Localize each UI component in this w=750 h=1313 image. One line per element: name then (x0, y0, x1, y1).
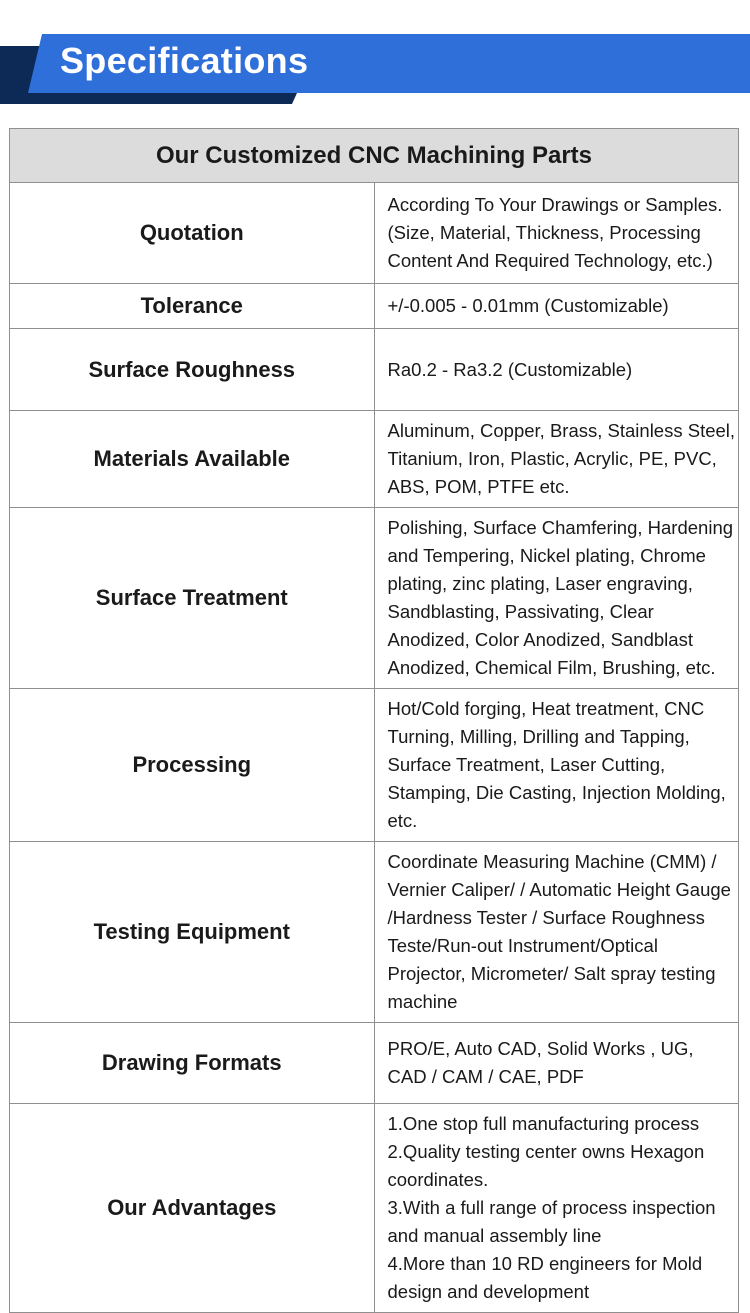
table-row (10, 183, 739, 284)
row-label: Our Advantages (10, 1104, 375, 1313)
table-row (10, 284, 739, 329)
table-row (10, 1104, 739, 1313)
table-row (10, 842, 739, 1023)
specifications-banner (0, 0, 750, 104)
row-label: Processing (10, 689, 375, 842)
row-label: Testing Equipment (10, 842, 375, 1023)
row-value: Coordinate Measuring Machine (CMM) / Vernier Caliper/ / Automatic Height Gauge /Hardness Tester / Surface Roughness Teste/Run-out Instrument/Optical Projector, Micrometer/ Salt spray testing machine (374, 842, 739, 1023)
table-row (10, 689, 739, 842)
row-value: PRO/E, Auto CAD, Solid Works , UG, CAD / CAM / CAE, PDF (374, 1023, 739, 1104)
row-value: +/-0.005 - 0.01mm (Customizable) (374, 284, 739, 329)
table-row (10, 508, 739, 689)
table-row (10, 329, 739, 411)
row-label: Drawing Formats (10, 1023, 375, 1104)
table-row (10, 1023, 739, 1104)
table-header-row (10, 129, 739, 183)
row-label: Materials Available (10, 411, 375, 508)
row-value: Ra0.2 - Ra3.2 (Customizable) (374, 329, 739, 411)
row-value: Aluminum, Copper, Brass, Stainless Steel, Titanium, Iron, Plastic, Acrylic, PE, PVC, ABS, POM, PTFE etc. (374, 411, 739, 508)
row-label: Surface Treatment (10, 508, 375, 689)
page-title: Specifications (60, 40, 309, 81)
spec-table (9, 128, 739, 1313)
row-value: 1.One stop full manufacturing process 2.Quality testing center owns Hexagon coordinates. 3.With a full range of process inspection and manual assembly line 4.More than 10 RD engineers for Mold design and development (374, 1104, 739, 1313)
row-label: Tolerance (10, 284, 375, 329)
row-label: Quotation (10, 183, 375, 284)
row-value: Hot/Cold forging, Heat treatment, CNC Turning, Milling, Drilling and Tapping, Surface Treatment, Laser Cutting, Stamping, Die Casting, Injection Molding, etc. (374, 689, 739, 842)
row-label: Surface Roughness (10, 329, 375, 411)
row-value: Polishing, Surface Chamfering, Hardening and Tempering, Nickel plating, Chrome plating, zinc plating, Laser engraving, Sandblasting, Passivating, Clear Anodized, Color Anodized, Sandblast Anodized, Chemical Film, Brushing, etc. (374, 508, 739, 689)
row-value: According To Your Drawings or Samples. (Size, Material, Thickness, Processing Content And Required Technology, etc.) (374, 183, 739, 284)
table-row (10, 411, 739, 508)
table-header: Our Customized CNC Machining Parts (10, 129, 739, 183)
